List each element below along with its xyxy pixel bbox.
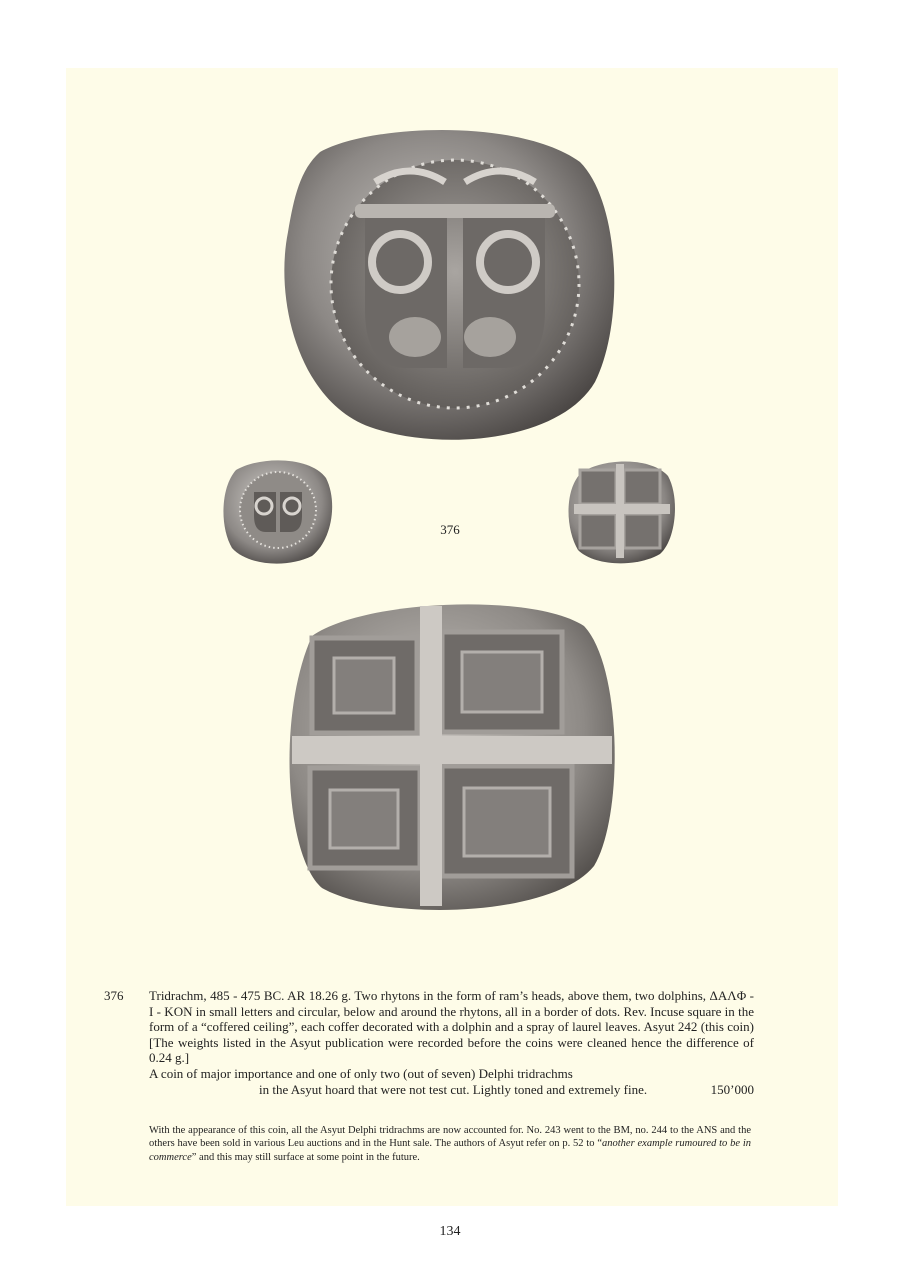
coin-obverse-small (220, 456, 334, 566)
coin-obverse-large (280, 122, 622, 448)
lot-number: 376 (104, 988, 124, 1003)
coin-reverse-small (566, 456, 678, 566)
description-line2: A coin of major importance and one of only two (out of seven) Delphi tridrachms (149, 1065, 573, 1081)
description-line3-row (149, 1082, 754, 1098)
description-main: Tridrachm, 485 - 475 BC. AR 18.26 g. Two rhytons in the form of ram’s heads, above them, two dolphins, ΔΑΛΦ - I - KON in small letters and circular, below and around the rhytons, all in a border of dots. Rev. Incuse square in the form of a “coffered ceiling”, each coffer decorated with a dolphin and a spray of laurel leaves. Asyut 242 (this coin) [The weights listed in the Asyut publication were recorded before the coins were cleaned hence the difference of 0.24 g.] (149, 988, 754, 1066)
coin-reverse-large (282, 596, 622, 916)
page-number: 134 (439, 1224, 461, 1239)
note-text-end: ” and this may still surface at some point in the future. (191, 1151, 420, 1163)
note-text-start: With the appearance of this coin, all the Asyut Delphi tridrachms are now accounted for. No. 243 went to the BM, no. 244 to the ANS and the others have been sold in various Leu auctions and in the Hunt sale. The authors of Asyut refer on p. 52 to “ (149, 1125, 751, 1150)
lot-description-body (149, 988, 754, 1097)
description-line3: in the Asyut hoard that were not test cut. Lightly toned and extremely fine. (259, 1081, 648, 1097)
estimate-price: 150’000 (710, 1081, 754, 1097)
image-label: 376 (440, 522, 460, 537)
note-quote: another example rumoured to be in commerce (149, 1138, 751, 1163)
provenance-note (149, 1124, 751, 1164)
